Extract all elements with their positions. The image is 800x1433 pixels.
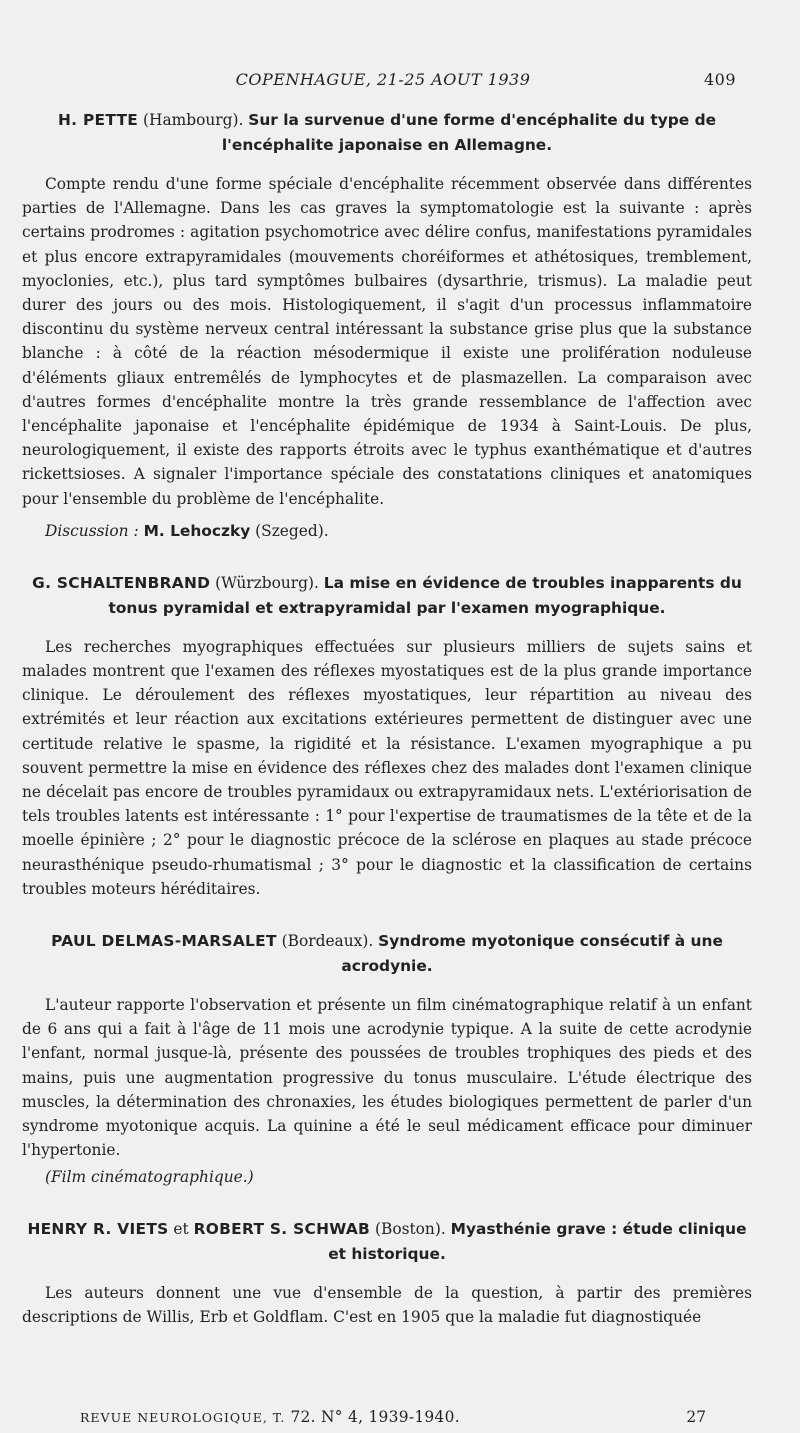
article-location: (Würzbourg). bbox=[215, 573, 319, 592]
page-number: 409 bbox=[703, 70, 736, 89]
article-body: Les auteurs donnent une vue d'ensemble de la question, à partir des premières descriptions de Willis, Erb et Goldflam. C'est en 1905 que la maladie fut diagnostiquée bbox=[22, 1283, 752, 1326]
article-delmas-marsalet bbox=[22, 929, 752, 1188]
journal-name: REVUE NEUROLOGIQUE, T. bbox=[80, 1410, 286, 1425]
article-heading bbox=[22, 571, 752, 621]
article-authors: H. PETTE bbox=[57, 111, 139, 129]
article-author-conjunction: et bbox=[173, 1219, 189, 1238]
discussant-name: M. Lehoczky bbox=[143, 521, 251, 540]
article-schaltenbrand bbox=[22, 571, 752, 901]
article-heading bbox=[22, 929, 752, 979]
article-viets-schwab bbox=[22, 1217, 752, 1329]
article-title: Myasthénie grave : étude clinique et historique. bbox=[328, 1219, 747, 1263]
article-title: Syndrome myotonique consécutif à une acrodynie. bbox=[341, 932, 723, 976]
film-note: (Film cinématographique.) bbox=[45, 1167, 254, 1186]
article-authors: G. SCHALTENBRAND bbox=[32, 573, 211, 592]
page-footer bbox=[80, 1408, 706, 1430]
running-title: COPENHAGUE, 21-25 AOUT 1939 bbox=[235, 70, 531, 89]
discussion-label: Discussion : bbox=[45, 521, 139, 540]
page-content bbox=[22, 108, 752, 1329]
discussant-place: (Szeged). bbox=[255, 521, 329, 540]
article-author-first: HENRY R. VIETS bbox=[27, 1219, 169, 1238]
article-heading bbox=[22, 108, 752, 158]
sheet-number: 27 bbox=[686, 1408, 706, 1426]
article-pette bbox=[22, 108, 752, 543]
article-authors: PAUL DELMAS-MARSALET bbox=[51, 932, 277, 951]
article-title: La mise en évidence de troubles inapparents du tonus pyramidal et extrapyramidal par l'examen myographique. bbox=[108, 573, 742, 617]
article-body: Compte rendu d'une forme spéciale d'encéphalite récemment observée dans différentes parties de l'Allemagne. Dans les cas graves la symptomatologie est la suivante : après certains prodromes : agitation psychomotrice avec délire confus, manifestations pyramidales et plus encore extrapyramidales (mouvements choréiformes et athétosiques, tremblement, myoclonies, etc.), plus tard symptômes bulbaires (dysarthrie, trismus). La maladie peut durer des jours ou des mois. Histologiquement, il s'agit d'un processus inflammatoire discontinu du système nerveux central intéressant la substance grise plus que la substance blanche : à côté de la réaction mésodermique il existe une prolifération noduleuse d'éléments gliaux entremêlés de lymphocytes et de plasmazellen. La comparaison avec d'autres formes d'encéphalite montre la très grande ressemblance de l'affection avec l'encéphalite japonaise et l'encéphalite épidémique de 1934 à Saint-Louis. De plus, neurologiquement, il existe des rapports étroits avec le typhus exanthématique et d'autres rickettsioses. A signaler l'importance spéciale des constatations cliniques et anatomiques pour l'ensemble du problème de l'encéphalite. bbox=[22, 175, 752, 508]
discussion-line bbox=[45, 519, 752, 543]
running-header bbox=[30, 70, 736, 92]
article-location: (Boston). bbox=[375, 1219, 446, 1238]
article-location: (Hambourg). bbox=[143, 111, 244, 129]
article-heading bbox=[22, 1217, 752, 1267]
article-author-second: ROBERT S. SCHWAB bbox=[193, 1219, 371, 1238]
article-location: (Bordeaux). bbox=[281, 932, 374, 951]
article-title: Sur la survenue d'une forme d'encéphalite du type de l'encéphalite japonaise en Allemagne. bbox=[221, 111, 717, 154]
journal-volume: 72. N° 4, 1939-1940. bbox=[290, 1408, 460, 1426]
journal-reference bbox=[80, 1408, 460, 1426]
article-body: Les recherches myographiques effectuées sur plusieurs milliers de sujets sains et malades montrent que l'examen des réflexes myostatiques est de la plus grande importance clinique. Le déroulement des réflexes myostatiques, leur répartition au niveau des extrémités et leur réaction aux excitations extérieures permettent de distinguer avec une certitude relative le spasme, la rigidité et la résistance. L'examen myographique a pu souvent permettre la mise en évidence des réflexes chez des malades dont l'examen clinique ne décelait pas encore de troubles pyramidaux ou extrapyramidaux nets. L'extériorisation de tels troubles latents est intéressante : 1° pour l'expertise de traumatismes de la tête et de la moelle épinière ; 2° pour le diagnostic précoce de la sclérose en plaques au stade précoce neurasthénique pseudo-rhumatismal ; 3° pour le diagnostic et la classification de certains troubles moteurs héréditaires. bbox=[22, 637, 752, 898]
article-body: L'auteur rapporte l'observation et présente un film cinématographique relatif à un enfant de 6 ans qui a fait à l'âge de 11 mois une acrodynie typique. A la suite de cette acrodynie l'enfant, normal jusque-là, présente des poussées de troubles trophiques des pieds et des mains, puis une augmentation progressive du tonus musculaire. L'étude électrique des muscles, la détermination des chronaxies, les études biologiques permettent de parler d'un syndrome myotonique acquis. La quinine a été le seul médicament efficace pour diminuer l'hypertonie. bbox=[22, 996, 752, 1160]
